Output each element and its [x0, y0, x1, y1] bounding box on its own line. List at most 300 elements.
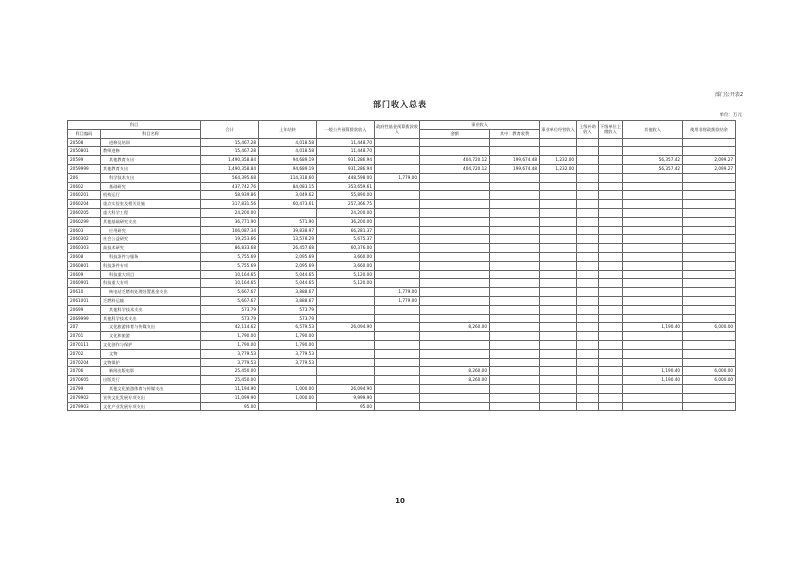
row-business-amount [420, 270, 490, 279]
table-row [68, 314, 736, 323]
header-fund-budget: 政府性基金预算拨款收入 [375, 121, 420, 139]
row-business-amount [420, 147, 490, 156]
row-surplus [683, 261, 736, 270]
row-subordinate-payment [599, 191, 623, 200]
row-tuition [490, 376, 540, 385]
income-table [67, 120, 736, 411]
row-subordinate-payment [599, 358, 623, 367]
row-tuition [490, 279, 540, 288]
row-total: 1,490,358.84 [201, 164, 259, 173]
row-total: 3,779.53 [201, 349, 259, 358]
row-name: 科技重大专项 [101, 279, 201, 288]
row-name: 社会公益研究 [101, 235, 201, 244]
row-tuition [490, 244, 540, 253]
row-tuition [490, 393, 540, 402]
row-fund-budget: 1,779.00 [375, 296, 420, 305]
row-superior-subsidy [577, 358, 599, 367]
row-carryover: 573.79 [259, 305, 317, 314]
row-superior-subsidy [577, 156, 599, 165]
row-surplus [683, 314, 736, 323]
row-fund-budget [375, 244, 420, 253]
row-subordinate-payment [599, 305, 623, 314]
table-row [68, 358, 736, 367]
row-business-amount [420, 191, 490, 200]
row-fund-budget [375, 393, 420, 402]
row-surplus [683, 288, 736, 297]
row-name: 新闻出版电影 [101, 367, 201, 376]
row-tuition: 199,674.48 [490, 164, 540, 173]
row-surplus [683, 349, 736, 358]
row-subordinate-payment [599, 156, 623, 165]
row-name: 进修及培训 [101, 138, 201, 147]
row-general-budget [317, 288, 375, 297]
row-affiliated [540, 244, 577, 253]
table-row [68, 208, 736, 217]
table-row [68, 217, 736, 226]
row-fund-budget [375, 402, 420, 411]
row-code: 2060204 [68, 200, 101, 209]
row-fund-budget [375, 156, 420, 165]
table-row [68, 164, 736, 173]
row-code: 20701 [68, 332, 101, 341]
page-number: 10 [395, 497, 405, 505]
row-tuition [490, 138, 540, 147]
row-fund-budget [375, 384, 420, 393]
row-total: 5,755.69 [201, 261, 259, 270]
row-fund-budget [375, 367, 420, 376]
row-fund-budget [375, 376, 420, 385]
table-row [68, 200, 736, 209]
row-surplus: 2,099.27 [683, 164, 736, 173]
row-name: 高技术研究 [101, 244, 201, 253]
row-business-amount [420, 208, 490, 217]
row-general-budget: 5,120.00 [317, 279, 375, 288]
row-total: 106,087.34 [201, 226, 259, 235]
row-name: 其他教育支出 [101, 164, 201, 173]
unit-label: 单位：万元 [719, 113, 742, 118]
row-surplus [683, 296, 736, 305]
row-affiliated [540, 252, 577, 261]
row-superior-subsidy [577, 305, 599, 314]
row-affiliated [540, 226, 577, 235]
row-fund-budget [375, 323, 420, 332]
header-tuition: 其中：教育收费 [490, 129, 540, 138]
row-other: 56,357.42 [623, 164, 683, 173]
row-code: 2070605 [68, 376, 101, 385]
table-row [68, 261, 736, 270]
row-surplus: 6,000.00 [683, 323, 736, 332]
row-tuition [490, 349, 540, 358]
row-general-budget: 257,366.75 [317, 200, 375, 209]
row-business-amount: 8,260.00 [420, 323, 490, 332]
row-name: 科技条件与服务 [101, 252, 201, 261]
row-superior-subsidy [577, 217, 599, 226]
row-surplus [683, 402, 736, 411]
row-carryover: 1,790.00 [259, 340, 317, 349]
table-row [68, 244, 736, 253]
row-carryover: 6,579.53 [259, 323, 317, 332]
row-surplus [683, 200, 736, 209]
row-code: 2070111 [68, 340, 101, 349]
row-surplus [683, 191, 736, 200]
row-code: 2060801 [68, 261, 101, 270]
row-tuition [490, 296, 540, 305]
row-total: 15,467.28 [201, 138, 259, 147]
row-affiliated [540, 349, 577, 358]
row-tuition [490, 358, 540, 367]
header-superior-subsidy: 上级补助收入 [577, 121, 599, 139]
row-other [623, 288, 683, 297]
row-subordinate-payment [599, 147, 623, 156]
row-surplus: 6,000.00 [683, 376, 736, 385]
row-other [623, 349, 683, 358]
row-carryover [259, 367, 317, 376]
row-other [623, 279, 683, 288]
row-general-budget [317, 376, 375, 385]
header-name: 科目名称 [101, 129, 201, 138]
row-surplus [683, 173, 736, 182]
row-affiliated [540, 393, 577, 402]
row-code: 2069999 [68, 314, 101, 323]
row-general-budget: 3,660.00 [317, 252, 375, 261]
row-affiliated [540, 358, 577, 367]
row-tuition [490, 288, 540, 297]
row-superior-subsidy [577, 332, 599, 341]
row-business-amount [420, 261, 490, 270]
row-superior-subsidy [577, 252, 599, 261]
row-code: 2079903 [68, 402, 101, 411]
row-total: 1,790.00 [201, 340, 259, 349]
row-code: 20706 [68, 367, 101, 376]
row-tuition [490, 252, 540, 261]
row-business-amount [420, 340, 490, 349]
row-other [623, 200, 683, 209]
row-general-budget: 95.00 [317, 402, 375, 411]
row-carryover: 84,083.15 [259, 182, 317, 191]
row-general-budget [317, 358, 375, 367]
row-general-budget: 60,376.00 [317, 244, 375, 253]
row-carryover: 4,018.58 [259, 138, 317, 147]
row-code: 20799 [68, 384, 101, 393]
row-name: 重点实验室及相关设施 [101, 200, 201, 209]
row-business-amount [420, 332, 490, 341]
row-carryover: 3,779.53 [259, 358, 317, 367]
row-fund-budget [375, 340, 420, 349]
row-carryover: 13,578.29 [259, 235, 317, 244]
row-tuition [490, 208, 540, 217]
row-carryover: 26,457.68 [259, 244, 317, 253]
row-total: 11,099.90 [201, 393, 259, 402]
row-affiliated [540, 314, 577, 323]
row-name: 文物保护 [101, 358, 201, 367]
row-fund-budget [375, 358, 420, 367]
row-tuition [490, 323, 540, 332]
table-row [68, 182, 736, 191]
row-tuition [490, 402, 540, 411]
row-carryover: 1,000.00 [259, 384, 317, 393]
row-name: 其他科学技术支出 [101, 305, 201, 314]
row-general-budget [317, 349, 375, 358]
row-general-budget: 26,094.90 [317, 384, 375, 393]
row-fund-budget [375, 182, 420, 191]
row-business-amount [420, 226, 490, 235]
row-carryover: 3,888.67 [259, 288, 317, 297]
row-general-budget [317, 314, 375, 323]
row-tuition [490, 384, 540, 393]
row-business-amount [420, 279, 490, 288]
row-superior-subsidy [577, 270, 599, 279]
row-affiliated [540, 235, 577, 244]
row-surplus [683, 182, 736, 191]
row-other [623, 235, 683, 244]
row-subordinate-payment [599, 235, 623, 244]
row-name: 宣传文化发展专项支出 [101, 393, 201, 402]
table-row [68, 349, 736, 358]
row-total: 1,790.00 [201, 332, 259, 341]
row-total: 58,939.86 [201, 191, 259, 200]
row-fund-budget [375, 226, 420, 235]
row-general-budget [317, 332, 375, 341]
row-general-budget: 11,448.70 [317, 147, 375, 156]
row-business-amount [420, 349, 490, 358]
row-total: 10,164.65 [201, 279, 259, 288]
row-total: 36,771.90 [201, 217, 259, 226]
row-surplus [683, 226, 736, 235]
row-surplus [683, 252, 736, 261]
row-fund-budget [375, 270, 420, 279]
row-general-budget: 448,598.00 [317, 173, 375, 182]
row-affiliated [540, 340, 577, 349]
row-business-amount [420, 244, 490, 253]
row-name: 其他基础研究支出 [101, 217, 201, 226]
row-tuition [490, 261, 540, 270]
row-total: 3,779.53 [201, 358, 259, 367]
row-code: 2060205 [68, 208, 101, 217]
row-other [623, 261, 683, 270]
row-name: 重大科学工程 [101, 208, 201, 217]
table-row [68, 367, 736, 376]
row-name: 其他教育支出 [101, 156, 201, 165]
row-superior-subsidy [577, 147, 599, 156]
row-total: 5,667.67 [201, 288, 259, 297]
row-code: 20702 [68, 349, 101, 358]
row-fund-budget [375, 235, 420, 244]
row-superior-subsidy [577, 226, 599, 235]
row-business-amount [420, 173, 490, 182]
row-affiliated [540, 384, 577, 393]
row-business-amount [420, 138, 490, 147]
row-tuition [490, 147, 540, 156]
row-affiliated [540, 270, 577, 279]
row-general-budget: 931,286.94 [317, 164, 375, 173]
row-carryover: 1,790.00 [259, 332, 317, 341]
row-surplus [683, 305, 736, 314]
row-general-budget: 11,448.70 [317, 138, 375, 147]
row-business-amount [420, 296, 490, 305]
row-business-amount [420, 314, 490, 323]
table-row [68, 138, 736, 147]
row-total: 573.79 [201, 305, 259, 314]
row-name: 教师进修 [101, 147, 201, 156]
row-subordinate-payment [599, 340, 623, 349]
row-fund-budget [375, 261, 420, 270]
row-fund-budget [375, 332, 420, 341]
row-superior-subsidy [577, 376, 599, 385]
table-row [68, 296, 736, 305]
row-code: 2050801 [68, 147, 101, 156]
row-tuition [490, 235, 540, 244]
table-row [68, 393, 736, 402]
row-superior-subsidy [577, 182, 599, 191]
row-name: 文化创作与保护 [101, 340, 201, 349]
row-other: 56,357.42 [623, 156, 683, 165]
row-other: 1,190.40 [623, 323, 683, 332]
table-row [68, 191, 736, 200]
row-fund-budget [375, 314, 420, 323]
row-affiliated [540, 147, 577, 156]
row-affiliated [540, 402, 577, 411]
row-affiliated [540, 208, 577, 217]
row-superior-subsidy [577, 279, 599, 288]
row-general-budget: 26,094.90 [317, 323, 375, 332]
row-surplus [683, 393, 736, 402]
row-other [623, 191, 683, 200]
page-code: 部门公开表2 [714, 92, 743, 98]
row-code: 2060901 [68, 279, 101, 288]
table-row [68, 323, 736, 332]
row-superior-subsidy [577, 314, 599, 323]
header-amount: 金额 [420, 129, 490, 138]
row-carryover: 1,000.00 [259, 393, 317, 402]
row-carryover: 3,888.67 [259, 296, 317, 305]
row-other [623, 332, 683, 341]
row-tuition [490, 191, 540, 200]
row-carryover: 5,044.65 [259, 279, 317, 288]
row-carryover: 114,318.60 [259, 173, 317, 182]
row-total: 15,467.28 [201, 147, 259, 156]
row-surplus [683, 235, 736, 244]
row-affiliated [540, 279, 577, 288]
row-affiliated: 1,232.00 [540, 164, 577, 173]
row-subordinate-payment [599, 217, 623, 226]
row-fund-budget [375, 208, 420, 217]
row-superior-subsidy [577, 384, 599, 393]
table-row [68, 376, 736, 385]
row-superior-subsidy [577, 296, 599, 305]
table-row [68, 332, 736, 341]
row-total: 437,742.76 [201, 182, 259, 191]
table-row [68, 279, 736, 288]
row-tuition [490, 200, 540, 209]
row-affiliated [540, 305, 577, 314]
row-subordinate-payment [599, 226, 623, 235]
header-subordinate-payment: 下级单位上缴收入 [599, 121, 623, 139]
row-total: 564,395.68 [201, 173, 259, 182]
row-tuition [490, 340, 540, 349]
row-superior-subsidy [577, 261, 599, 270]
row-affiliated [540, 173, 577, 182]
table-row [68, 156, 736, 165]
row-general-budget: 36,200.00 [317, 217, 375, 226]
row-carryover [259, 208, 317, 217]
row-general-budget: 3,660.00 [317, 261, 375, 270]
row-subordinate-payment [599, 367, 623, 376]
row-total: 24,200.00 [201, 208, 259, 217]
row-affiliated [540, 200, 577, 209]
row-tuition [490, 217, 540, 226]
row-general-budget: 931,286.94 [317, 156, 375, 165]
row-affiliated [540, 367, 577, 376]
row-carryover: 60,473.61 [259, 200, 317, 209]
row-surplus: 2,099.27 [683, 156, 736, 165]
row-subordinate-payment [599, 279, 623, 288]
row-affiliated [540, 217, 577, 226]
row-other [623, 244, 683, 253]
row-subordinate-payment [599, 314, 623, 323]
row-affiliated [540, 138, 577, 147]
row-subordinate-payment [599, 200, 623, 209]
row-business-amount [420, 288, 490, 297]
row-fund-budget: 1,779.00 [375, 173, 420, 182]
row-name: 出版发行 [101, 376, 201, 385]
row-subordinate-payment [599, 208, 623, 217]
row-carryover: 4,018.58 [259, 147, 317, 156]
row-total: 25,450.00 [201, 376, 259, 385]
row-other: 1,190.40 [623, 376, 683, 385]
row-code: 207 [68, 323, 101, 332]
row-business-amount [420, 358, 490, 367]
row-code: 2060299 [68, 217, 101, 226]
row-subordinate-payment [599, 164, 623, 173]
row-total: 42,114.62 [201, 323, 259, 332]
row-other [623, 217, 683, 226]
row-code: 2070204 [68, 358, 101, 367]
row-subordinate-payment [599, 393, 623, 402]
row-general-budget [317, 296, 375, 305]
row-superior-subsidy [577, 323, 599, 332]
row-business-amount [420, 393, 490, 402]
row-other [623, 208, 683, 217]
row-total: 11,194.90 [201, 384, 259, 393]
row-code: 20599 [68, 156, 101, 165]
row-total: 5,667.67 [201, 296, 259, 305]
header-code: 科目编码 [68, 129, 101, 138]
row-total: 317,831.56 [201, 200, 259, 209]
row-other [623, 305, 683, 314]
row-tuition [490, 182, 540, 191]
row-carryover: 573.79 [259, 314, 317, 323]
row-fund-budget [375, 200, 420, 209]
table-row [68, 270, 736, 279]
row-general-budget: 24,200.00 [317, 208, 375, 217]
row-code: 20609 [68, 270, 101, 279]
row-surplus [683, 279, 736, 288]
row-subordinate-payment [599, 402, 623, 411]
table-row [68, 252, 736, 261]
row-affiliated [540, 323, 577, 332]
row-fund-budget [375, 252, 420, 261]
row-surplus: 6,000.00 [683, 367, 736, 376]
row-subordinate-payment [599, 244, 623, 253]
row-carryover: 3,049.62 [259, 191, 317, 200]
row-total: 19,253.66 [201, 235, 259, 244]
row-business-amount [420, 200, 490, 209]
row-carryover: 94,689.19 [259, 164, 317, 173]
row-general-budget: 5,675.37 [317, 235, 375, 244]
row-other: 1,190.40 [623, 367, 683, 376]
row-code: 206 [68, 173, 101, 182]
row-other [623, 340, 683, 349]
